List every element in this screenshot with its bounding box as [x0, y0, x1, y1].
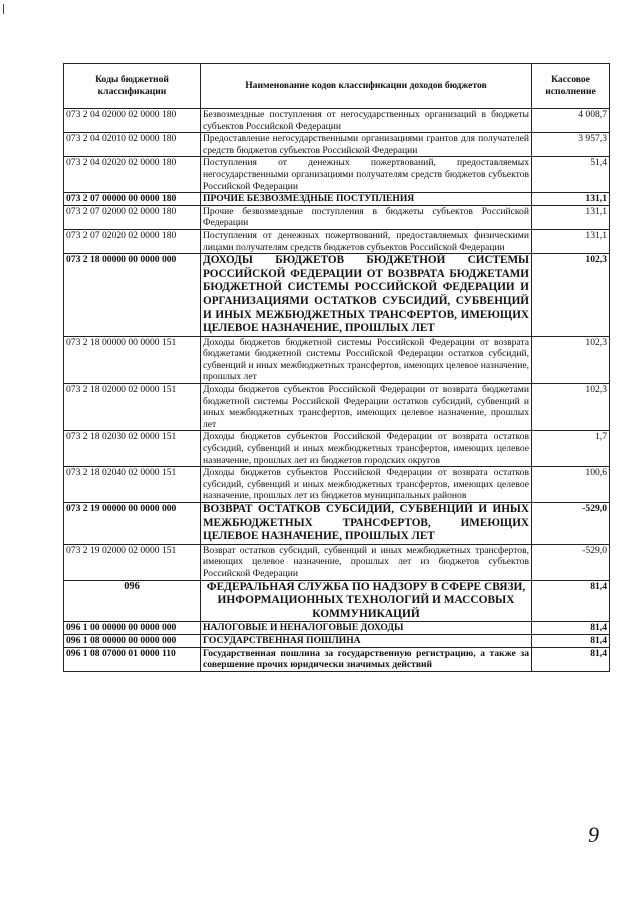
row-name: Поступления от денежных пожертвований, предоставляемых негосударственными организациями получателям средств бюджетов субъектов Российской Федерации: [201, 157, 532, 193]
row-name: Доходы бюджетов субъектов Российской Федерации от возврата остатков субсидий, субвенций и иных межбюджетных трансфертов, имеющих целевое назначение, прошлых лет из бюджетов городских округов: [201, 431, 532, 467]
row-code: 073 2 18 00000 00 0000 151: [64, 336, 201, 383]
table-row: [64, 133, 610, 157]
row-code: 073 2 07 02020 02 0000 180: [64, 229, 201, 253]
row-code: 073 2 07 00000 00 0000 180: [64, 193, 201, 206]
row-code: 073 2 18 02000 02 0000 151: [64, 384, 201, 431]
row-code: 073 2 04 02000 02 0000 180: [64, 109, 201, 133]
row-name: Возврат остатков субсидий, субвенций и иных межбюджетных трансфертов, имеющих целевое назначение, прошлых лет из бюджетов субъектов Российской Федерации: [201, 544, 532, 580]
row-value: 131,1: [532, 205, 610, 229]
row-value: 102,3: [532, 336, 610, 383]
table-row: [64, 634, 610, 647]
row-code: 096 1 00 00000 00 0000 000: [64, 622, 201, 635]
row-name: Доходы бюджетов субъектов Российской Федерации от возврата бюджетами бюджетной системы Российской Федерации остатков субсидий, субвенций и иных межбюджетных трансфертов, имеющих целевое назначение, прошлых лет: [201, 384, 532, 431]
table-row: [64, 157, 610, 193]
row-code: 073 2 18 02040 02 0000 151: [64, 467, 201, 503]
row-name: ВОЗВРАТ ОСТАТКОВ СУБСИДИЙ, СУБВЕНЦИЙ И ИНЫХ МЕЖБЮДЖЕТНЫХ ТРАНСФЕРТОВ, ИМЕЮЩИХ ЦЕЛЕВОЕ НАЗНАЧЕНИЕ, ПРОШЛЫХ ЛЕТ: [201, 503, 532, 545]
row-code: 073 2 04 02010 02 0000 180: [64, 133, 201, 157]
table-row: [64, 467, 610, 503]
row-value: 81,4: [532, 634, 610, 647]
table-row: [64, 384, 610, 431]
row-value: -529,0: [532, 544, 610, 580]
row-name: НАЛОГОВЫЕ И НЕНАЛОГОВЫЕ ДОХОДЫ: [201, 622, 532, 635]
table-row: [64, 431, 610, 467]
row-value: 3 957,3: [532, 133, 610, 157]
table-row: [64, 336, 610, 383]
row-value: 102,3: [532, 384, 610, 431]
table-row: [64, 622, 610, 635]
table-row: [64, 254, 610, 337]
row-value: 1,7: [532, 431, 610, 467]
row-code: 096 1 08 07000 01 0000 110: [64, 647, 201, 671]
row-name: Государственная пошлина за государственную регистрацию, а также за совершение прочих юридически значимых действий: [201, 647, 532, 671]
row-value: 81,4: [532, 580, 610, 622]
row-code: 073 2 19 00000 00 0000 000: [64, 503, 201, 545]
budget-table: [63, 63, 610, 672]
row-value: 81,4: [532, 647, 610, 671]
row-code: 073 2 18 02030 02 0000 151: [64, 431, 201, 467]
row-name: Предоставление негосударственными организациями грантов для получателей средств бюджетов субъектов Российской Федерации: [201, 133, 532, 157]
scan-mark: [3, 4, 4, 14]
row-name: ДОХОДЫ БЮДЖЕТОВ БЮДЖЕТНОЙ СИСТЕМЫ РОССИЙСКОЙ ФЕДЕРАЦИИ ОТ ВОЗВРАТА БЮДЖЕТАМИ БЮДЖЕТНОЙ СИСТЕМЫ РОССИЙСКОЙ ФЕДЕРАЦИИ И ОРГАНИЗАЦИЯМИ ОСТАТКОВ СУБСИДИЙ, СУБВЕНЦИЙ И ИНЫХ МЕЖБЮДЖЕТНЫХ ТРАНСФЕРТОВ, ИМЕЮЩИХ ЦЕЛЕВОЕ НАЗНАЧЕНИЕ, ПРОШЛЫХ ЛЕТ: [201, 254, 532, 337]
row-value: 100,6: [532, 467, 610, 503]
header-names: Наименование кодов классификации доходов бюджетов: [201, 64, 532, 109]
row-code: 073 2 18 00000 00 0000 000: [64, 254, 201, 337]
table-row: [64, 503, 610, 545]
row-name: Доходы бюджетов субъектов Российской Федерации от возврата остатков субсидий, субвенций и иных межбюджетных трансфертов, имеющих целевое назначение, прошлых лет из бюджетов муниципальных районов: [201, 467, 532, 503]
row-name: ПРОЧИЕ БЕЗВОЗМЕЗДНЫЕ ПОСТУПЛЕНИЯ: [201, 193, 532, 206]
table-row: [64, 205, 610, 229]
row-value: 131,1: [532, 193, 610, 206]
row-value: 4 008,7: [532, 109, 610, 133]
row-name: Прочие безвозмездные поступления в бюджеты субъектов Российской Федерации: [201, 205, 532, 229]
row-code: 073 2 19 02000 02 0000 151: [64, 544, 201, 580]
row-code: 096: [64, 580, 201, 622]
row-name: Безвозмездные поступления от негосударственных организаций в бюджеты субъектов Российской Федерации: [201, 109, 532, 133]
row-value: 51,4: [532, 157, 610, 193]
row-name: ФЕДЕРАЛЬНАЯ СЛУЖБА ПО НАДЗОРУ В СФЕРЕ СВЯЗИ, ИНФОРМАЦИОННЫХ ТЕХНОЛОГИЙ И МАССОВЫХ КОММУНИКАЦИЙ: [201, 580, 532, 622]
header-amount: Кассовое исполнение: [532, 64, 610, 109]
table-row: [64, 229, 610, 253]
row-value: -529,0: [532, 503, 610, 545]
row-code: 073 2 07 02000 02 0000 180: [64, 205, 201, 229]
row-value: 102,3: [532, 254, 610, 337]
row-value: 81,4: [532, 622, 610, 635]
header-codes: Коды бюджетной классификации: [64, 64, 201, 109]
table-row: [64, 647, 610, 671]
row-code: 096 1 08 00000 00 0000 000: [64, 634, 201, 647]
row-name: ГОСУДАРСТВЕННАЯ ПОШЛИНА: [201, 634, 532, 647]
table-body: [64, 109, 610, 672]
row-name: Доходы бюджетов бюджетной системы Российской Федерации от возврата бюджетами бюджетной системы Российской Федерации остатков субсидий, субвенций и иных межбюджетных трансфертов, имеющих целевое назначение, прошлых лет: [201, 336, 532, 383]
page-number: 9: [588, 822, 599, 847]
table-row: [64, 109, 610, 133]
table-row: [64, 580, 610, 622]
table-row: [64, 193, 610, 206]
table-header-row: [64, 64, 610, 109]
row-code: 073 2 04 02020 02 0000 180: [64, 157, 201, 193]
row-name: Поступления от денежных пожертвований, предоставляемых физическими лицами получателям средств бюджетов субъектов Российской Федерации: [201, 229, 532, 253]
row-value: 131,1: [532, 229, 610, 253]
table-row: [64, 544, 610, 580]
